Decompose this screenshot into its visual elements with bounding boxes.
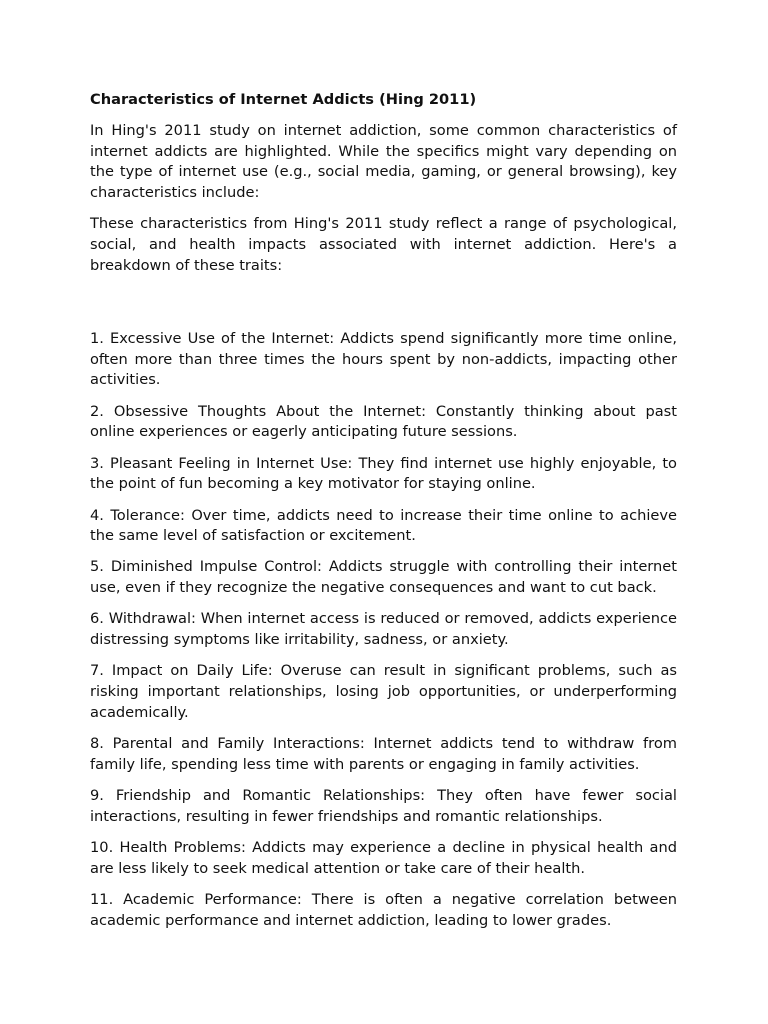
intro-paragraph: These characteristics from Hing's 2011 study reflect a range of psychological, social, and health impacts associated with internet addiction. Here's a breakdown of these traits:	[90, 215, 677, 274]
list-item: 8. Parental and Family Interactions: Internet addicts tend to withdraw from family life, spending less time with parents or engaging in family activities.	[90, 735, 677, 774]
list-item: 11. Academic Performance: There is often a negative correlation between academic performance and internet addiction, leading to lower grades.	[90, 891, 677, 929]
blank-space	[90, 287, 677, 329]
list-item: 7. Impact on Daily Life: Overuse can result in significant problems, such as risking important relationships, losing job opportunities, or underperforming academically.	[90, 662, 677, 722]
intro-paragraph: In Hing's 2011 study on internet addiction, some common characteristics of internet addicts are highlighted. While the specifics might vary depending on the type of internet use (e.g., social media, gaming, or general browsing), key characteristics include:	[90, 121, 677, 202]
list-item: 9. Friendship and Romantic Relationships: They often have fewer social interactions, resulting in fewer friendships and romantic relationships.	[90, 787, 677, 826]
document-title: Characteristics of Internet Addicts (Hing 2011)	[90, 91, 477, 108]
list-item: 4. Tolerance: Over time, addicts need to increase their time online to achieve the same level of satisfaction or excitement.	[90, 506, 677, 545]
list-item: 10. Health Problems: Addicts may experience a decline in physical health and are less likely to seek medical attention or take care of their health.	[90, 839, 677, 877]
document-page	[90, 90, 677, 942]
list-item: 6. Withdrawal: When internet access is reduced or removed, addicts experience distressing symptoms like irritability, sadness, or anxiety.	[90, 610, 677, 649]
list-item: 3. Pleasant Feeling in Internet Use: They find internet use highly enjoyable, to the point of fun becoming a key motivator for staying online.	[90, 454, 677, 493]
list-item: 2. Obsessive Thoughts About the Internet: Constantly thinking about past online experiences or eagerly anticipating future sessions.	[90, 402, 677, 441]
list-item: 5. Diminished Impulse Control: Addicts struggle with controlling their internet use, even if they recognize the negative consequences and want to cut back.	[90, 558, 677, 597]
list-item: 1. Excessive Use of the Internet: Addicts spend significantly more time online, often more than three times the hours spent by non-addicts, impacting other activities.	[90, 329, 677, 389]
